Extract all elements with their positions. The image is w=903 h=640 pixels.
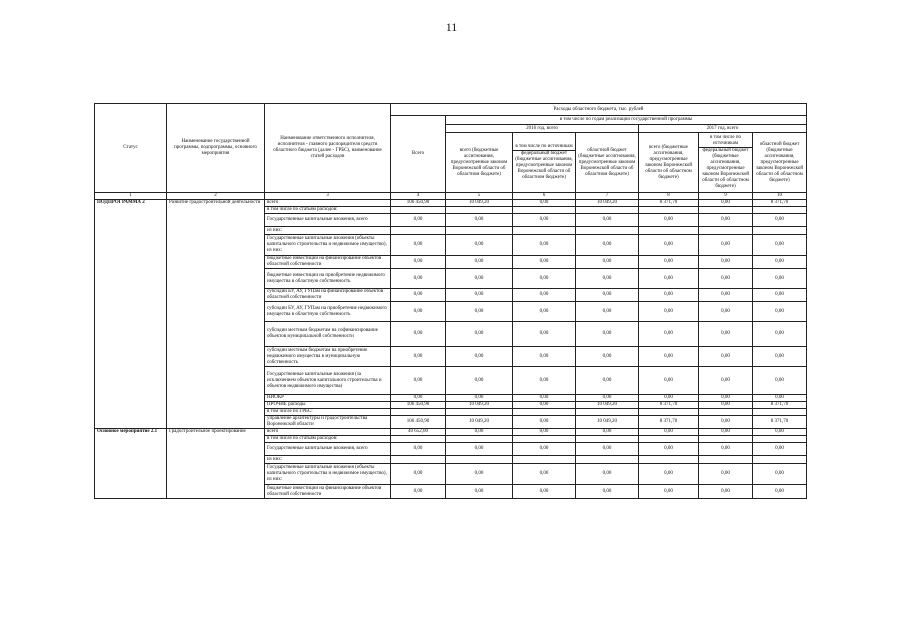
header-fed-2017-cell — [699, 133, 753, 193]
value-cell: 0,00 — [576, 289, 639, 302]
value-cell — [753, 207, 807, 214]
value-cell — [391, 207, 446, 214]
value-cell — [753, 409, 807, 416]
value-cell: 0,00 — [753, 322, 807, 347]
value-cell: 0,00 — [513, 214, 576, 227]
header-col-obl-2017: областной бюджет (бюджетные ассигнования, предусмотренные законом Воронежской области об областном бюджете) — [753, 133, 807, 193]
value-cell: 0,00 — [576, 322, 639, 347]
column-number-8: 8 — [639, 193, 699, 200]
value-cell: 0,00 — [639, 485, 699, 499]
value-cell: 0,00 — [576, 256, 639, 269]
value-cell: 0,00 — [639, 302, 699, 322]
value-cell: 0,00 — [446, 214, 513, 227]
value-cell — [639, 409, 699, 416]
value-cell — [576, 436, 639, 443]
value-cell: 0,00 — [699, 269, 753, 289]
value-cell: 0,00 — [753, 395, 807, 402]
value-cell: 0,00 — [513, 429, 576, 436]
value-cell: 0,00 — [753, 302, 807, 322]
column-number-4: 4 — [391, 193, 446, 200]
value-cell: 0,00 — [576, 429, 639, 436]
value-cell: 0,00 — [753, 347, 807, 367]
value-cell: 0,00 — [639, 214, 699, 227]
row-label: субсидии местным бюджетам на приобретение недвижимого имущества в муниципальную собственность — [265, 347, 391, 367]
value-cell — [639, 227, 699, 235]
value-cell: 0,00 — [699, 416, 753, 429]
value-cell: 0,00 — [699, 395, 753, 402]
value-cell — [391, 227, 446, 235]
value-cell: 0,00 — [391, 289, 446, 302]
value-cell — [446, 227, 513, 235]
value-cell: 0,00 — [446, 443, 513, 456]
header-year-2016: 2016 год, всего — [446, 125, 639, 133]
value-cell: 0,00 — [639, 395, 699, 402]
header-total: Всего — [391, 116, 446, 193]
value-cell — [699, 409, 753, 416]
value-cell: 0,00 — [639, 289, 699, 302]
value-cell: 0,00 — [699, 464, 753, 485]
value-cell — [576, 207, 639, 214]
row-label: бюджетные инвестиции на финансирование объектов областной собственности — [265, 485, 391, 499]
value-cell: 0,00 — [639, 269, 699, 289]
header-col-all-2016: всего (бюджетные ассигнования, предусмотренные законом Воронежской области об областном бюджете) — [446, 133, 513, 193]
value-cell — [576, 456, 639, 464]
value-cell: 0,00 — [576, 269, 639, 289]
value-cell: 0,00 — [446, 269, 513, 289]
value-cell: 0,00 — [513, 269, 576, 289]
column-number-2: 2 — [167, 193, 265, 200]
value-cell — [699, 436, 753, 443]
value-cell — [753, 436, 807, 443]
column-number-3: 3 — [265, 193, 391, 200]
column-number-10: 10 — [753, 193, 807, 200]
value-cell: 0,00 — [576, 214, 639, 227]
value-cell: 0,00 — [699, 256, 753, 269]
row-label: в том числе по ГРБС: — [265, 409, 391, 416]
value-cell: 0,00 — [699, 443, 753, 456]
value-cell: 0,00 — [513, 289, 576, 302]
value-cell — [576, 227, 639, 235]
value-cell: 0,00 — [446, 347, 513, 367]
header-executor: Наименование ответственного исполнителя, исполнителя - главного распорядителя средств областного бюджета (далее - ГРБС), наименование статей расходов — [265, 104, 391, 193]
header-col-fed-2016: федеральный бюджет (бюджетные ассигнования, предусмотренные законом Воронежской области об областном бюджете) — [515, 151, 573, 180]
header-by-years: в том числе по годам реализации государственной программы — [446, 116, 807, 125]
value-cell: 0,00 — [391, 443, 446, 456]
value-cell: 0,00 — [391, 269, 446, 289]
value-cell: 0,00 — [513, 200, 576, 207]
value-cell — [639, 436, 699, 443]
value-cell — [513, 436, 576, 443]
value-cell — [446, 207, 513, 214]
header-budget-title: Расходы областного бюджета, тыс. рублей — [391, 104, 807, 116]
row-label: субсидии БУ, АУ, ГУПам на финансирование объектов областной собственности — [265, 289, 391, 302]
value-cell: 0,00 — [699, 200, 753, 207]
value-cell: 10 049,20 — [576, 200, 639, 207]
value-cell: 0,00 — [446, 395, 513, 402]
value-cell: 0,00 — [446, 256, 513, 269]
row-label: бюджетные инвестиции на приобретение недвижимого имущества в областную собственность — [265, 269, 391, 289]
value-cell: 0,00 — [391, 395, 446, 402]
value-cell — [513, 456, 576, 464]
header-by-sources: в том числе по источникам — [513, 144, 575, 151]
value-cell — [391, 456, 446, 464]
value-cell — [699, 456, 753, 464]
value-cell: 0,00 — [753, 485, 807, 499]
value-cell: 0,00 — [699, 235, 753, 256]
row-label: в том числе по статьям расходов: — [265, 207, 391, 214]
value-cell: 0,00 — [513, 402, 576, 409]
value-cell — [639, 456, 699, 464]
header-status: Статус — [95, 104, 167, 193]
row-label: субсидии БУ, АУ, ГУПам на приобретение недвижимого имущества в областную собственность — [265, 302, 391, 322]
value-cell: 0,00 — [639, 256, 699, 269]
row-label: в том числе по статьям расходов: — [265, 436, 391, 443]
budget-table — [94, 103, 807, 499]
value-cell: 0,00 — [391, 302, 446, 322]
row-label: из них: — [265, 456, 391, 464]
header-program-name: Наименование государственной программы, подпрограммы, основного мероприятия — [167, 104, 265, 193]
value-cell: 0,00 — [513, 395, 576, 402]
value-cell: 0,00 — [391, 485, 446, 499]
value-cell — [391, 436, 446, 443]
value-cell: 8 371,70 — [753, 402, 807, 409]
value-cell: 0,00 — [639, 322, 699, 347]
value-cell — [446, 409, 513, 416]
value-cell: 0,00 — [576, 485, 639, 499]
value-cell: 0,00 — [576, 464, 639, 485]
row-label: НИОКР — [265, 395, 391, 402]
value-cell: 0,00 — [391, 347, 446, 367]
value-cell: 0,00 — [753, 367, 807, 395]
program-name-cell: Градостроительное проектирование — [167, 429, 265, 499]
value-cell: 0,00 — [699, 402, 753, 409]
value-cell: 0,00 — [446, 485, 513, 499]
value-cell: 0,00 — [639, 464, 699, 485]
value-cell: 106 450,90 — [391, 416, 446, 429]
value-cell: 0,00 — [699, 485, 753, 499]
value-cell: 0,00 — [753, 289, 807, 302]
value-cell — [391, 409, 446, 416]
value-cell: 0,00 — [446, 429, 513, 436]
header-col-all-2017: всего (бюджетные ассигнования, предусмотренные законом Воронежской области об областном бюджете) — [639, 133, 699, 193]
status-cell: ПОДПРОГРАММА 2 — [95, 200, 167, 429]
value-cell: 0,00 — [446, 289, 513, 302]
table-row — [95, 200, 807, 207]
value-cell — [513, 409, 576, 416]
value-cell: 0,00 — [639, 429, 699, 436]
value-cell: 10 049,20 — [446, 200, 513, 207]
value-cell: 0,00 — [446, 367, 513, 395]
value-cell — [699, 227, 753, 235]
value-cell: 0,00 — [699, 367, 753, 395]
row-label: всего — [265, 429, 391, 436]
value-cell: 0,00 — [513, 256, 576, 269]
value-cell: 40 652,00 — [391, 429, 446, 436]
value-cell: 0,00 — [576, 395, 639, 402]
row-label: управление архитектуры и градостроительства Воронежской области — [265, 416, 391, 429]
value-cell: 0,00 — [576, 235, 639, 256]
value-cell: 8 371,70 — [639, 200, 699, 207]
value-cell — [513, 227, 576, 235]
column-number-7: 7 — [576, 193, 639, 200]
value-cell — [753, 456, 807, 464]
value-cell: 0,00 — [753, 256, 807, 269]
row-label: из них: — [265, 227, 391, 235]
value-cell: 10 049,20 — [576, 402, 639, 409]
value-cell: 0,00 — [639, 235, 699, 256]
value-cell: 10 049,20 — [446, 402, 513, 409]
value-cell: 0,00 — [391, 322, 446, 347]
row-label: Государственные капитальные вложения (за исключением объектов капитального строительства и объектов недвижимого имущества) — [265, 367, 391, 395]
value-cell: 0,00 — [513, 347, 576, 367]
value-cell: 0,00 — [576, 367, 639, 395]
column-number-1: 1 — [95, 193, 167, 200]
value-cell: 0,00 — [699, 347, 753, 367]
row-label: Государственные капитальные вложения, всего — [265, 214, 391, 227]
value-cell: 0,00 — [753, 429, 807, 436]
value-cell: 8 371,70 — [753, 200, 807, 207]
row-label: всего — [265, 200, 391, 207]
header-col-fed-2017: федеральный бюджет (бюджетные ассигнования, предусмотренные законом Воронежской области об областном бюджете) — [701, 148, 750, 189]
value-cell: 0,00 — [446, 464, 513, 485]
value-cell: 0,00 — [753, 269, 807, 289]
value-cell: 0,00 — [753, 214, 807, 227]
row-label: Государственные капитальные вложения, всего — [265, 443, 391, 456]
column-number-5: 5 — [446, 193, 513, 200]
value-cell: 0,00 — [513, 322, 576, 347]
value-cell: 0,00 — [576, 302, 639, 322]
value-cell: 0,00 — [513, 302, 576, 322]
value-cell: 0,00 — [699, 429, 753, 436]
value-cell: 106 450,90 — [391, 200, 446, 207]
row-label: Государственные капитальные вложения (объекты капитального строительства и недвижимое имущество), из них: — [265, 235, 391, 256]
value-cell: 0,00 — [753, 464, 807, 485]
value-cell — [513, 207, 576, 214]
row-label: Государственные капитальные вложения (объекты капитального строительства и недвижимое имущество), из них: — [265, 464, 391, 485]
row-label: бюджетные инвестиции на финансирование объектов областной собственности — [265, 256, 391, 269]
status-cell: Основное мероприятие 2.1 — [95, 429, 167, 499]
value-cell — [446, 456, 513, 464]
value-cell — [699, 207, 753, 214]
value-cell: 0,00 — [513, 235, 576, 256]
value-cell — [753, 227, 807, 235]
value-cell: 10 049,20 — [446, 416, 513, 429]
column-number-6: 6 — [513, 193, 576, 200]
value-cell: 0,00 — [699, 302, 753, 322]
table-row — [95, 429, 807, 436]
value-cell: 8 371,70 — [639, 416, 699, 429]
value-cell: 0,00 — [391, 464, 446, 485]
value-cell: 0,00 — [446, 235, 513, 256]
value-cell: 0,00 — [699, 289, 753, 302]
value-cell: 0,00 — [639, 443, 699, 456]
value-cell: 0,00 — [753, 235, 807, 256]
page-number: 11 — [445, 20, 458, 34]
header-fed-2016-cell — [513, 133, 576, 193]
value-cell: 8 371,70 — [639, 402, 699, 409]
value-cell: 0,00 — [639, 367, 699, 395]
row-label: ПРОЧИЕ расходы — [265, 402, 391, 409]
header-col-obl-2016: областной бюджет (бюджетные ассигнования, предусмотренные законом Воронежской области об областном бюджете) — [576, 133, 639, 193]
value-cell: 0,00 — [391, 214, 446, 227]
value-cell: 106 450,90 — [391, 402, 446, 409]
value-cell: 0,00 — [513, 464, 576, 485]
value-cell: 0,00 — [513, 416, 576, 429]
column-number-9: 9 — [699, 193, 753, 200]
column-numbers-row — [95, 193, 807, 200]
value-cell: 10 049,20 — [576, 416, 639, 429]
value-cell: 0,00 — [391, 367, 446, 395]
value-cell: 0,00 — [446, 302, 513, 322]
value-cell: 0,00 — [513, 367, 576, 395]
header-by-sources-2: в том числе по источникам — [699, 135, 752, 148]
value-cell: 0,00 — [699, 322, 753, 347]
value-cell: 0,00 — [391, 256, 446, 269]
value-cell: 0,00 — [576, 347, 639, 367]
value-cell: 0,00 — [753, 443, 807, 456]
value-cell: 0,00 — [699, 214, 753, 227]
value-cell: 8 371,70 — [753, 416, 807, 429]
value-cell: 0,00 — [446, 322, 513, 347]
value-cell: 0,00 — [639, 347, 699, 367]
row-label: субсидии местным бюджетам на софинансирование объектов муниципальной собственности — [265, 322, 391, 347]
value-cell: 0,00 — [513, 485, 576, 499]
value-cell: 0,00 — [391, 235, 446, 256]
header-year-2017: 2017 год, всего — [639, 125, 807, 133]
value-cell — [576, 409, 639, 416]
value-cell: 0,00 — [576, 443, 639, 456]
program-name-cell: Развитие градостроительной деятельности — [167, 200, 265, 429]
value-cell — [446, 436, 513, 443]
value-cell — [639, 207, 699, 214]
value-cell: 0,00 — [513, 443, 576, 456]
